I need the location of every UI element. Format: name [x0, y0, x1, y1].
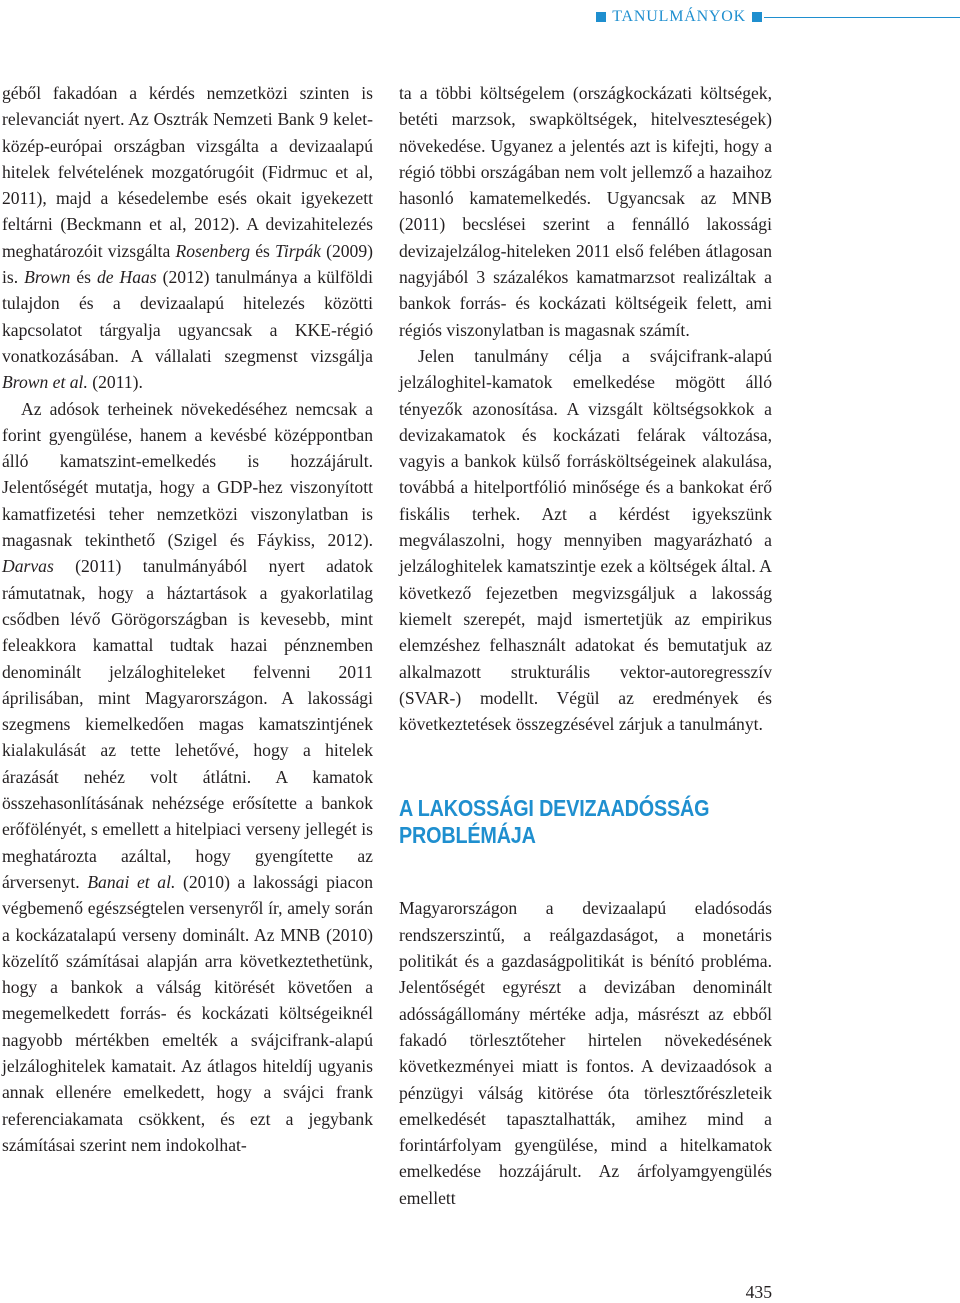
paragraph: géből fakadóan a kérdés nemzetközi szinten is relevanciát nyert. Az Osztrák Nemzeti Bank 9 kelet-közép-európai országban vizsgálta a devizaalapú hitelek felvételének mozgatórugóit (Fidrmuc et al, 2011), majd a késedelembe esés okait igyekezett feltárni (Beckmann et al, 2012). A devizahitelezés meghatározóit vizsgálta Rosenberg és Tirpák (2009) is. Brown és de Haas (2012) tanulmánya a külföldi tulajdon és a devizaalapú hitelezés közötti kapcsolatot tárgyalja ugyancsak a KKE-régió vonatkozásában. A vállalati szegmenst vizsgálja Brown et al. (2011).	[2, 83, 374, 393]
right-column	[399, 80, 772, 1211]
left-column	[2, 80, 373, 1158]
paragraph: Magyarországon a devizaalapú eladósodás rendszerszintű, a reálgazdaságot, a monetáris politikát és a gazdaságpolitikát is bénító probléma. Jelentőségét egyrészt a devizában denominált adósságállomány mértéke adja, másrészt az ebből fakadó törlesztőteher hirtelen növekedésének következményei miatt is fontos. A devizaadósok a pénzügyi válság kitörése óta törlesztőrészleteik emelkedését tapasztalhatták, amihez mind a forintárfolyam gyengülése, mind a hitelkamatok emelkedése hozzájárult. Az árfolyamgyengülés emellett	[399, 898, 772, 1208]
header-square-icon	[596, 12, 606, 22]
paragraph: ta a többi költségelem (országkockázati költségek, betéti marzsok, swapköltségek, hitelveszteségek) növekedése. Ugyanez a jelentés azt is kifejti, hogy a régió többi országában nem volt jellemző a hazaihoz hasonló kamatemelkedés. Ugyancsak az MNB (2011) becslései szerint a fennálló lakossági devizajelzálog-hiteleken 2011 első felében átlagosan nagyjából 3 százalékos kamatmarzsot realizáltak a bankok forrás- és kockázati költségeik felett, ami régiós viszonylatban is magasnak számít.	[399, 83, 772, 340]
header-rule	[764, 17, 960, 18]
running-header	[596, 6, 960, 28]
section-heading: A LAKOSSÁGI DEVIZAADÓSSÁG PROBLÉMÁJA	[399, 795, 710, 849]
section-title: TANULMÁNYOK	[612, 8, 746, 25]
paragraph: Az adósok terheinek növekedéséhez nemcsak a forint gyengülése, hanem a kevésbé középpontban álló kamatszint-emelkedés is hozzájárult. Jelentőségét mutatja, hogy a GDP-hez viszonyított kamatfizetési teher nemzetközi viszonylatban is magasnak tekinthető (Szigel és Fáykiss, 2012). Darvas (2011) tanulmányából nyert adatok rámutatnak, hogy a háztartások a gyakorlatilag csődben lévő Görögországban is kevesebb, mint feleakkora kamattal tudtak hazai pénznemben denominált jelzáloghiteleket felvenni 2011 áprilisában, mint Magyarországon. A lakossági szegmens kiemelkedően magas kamatszintjének kialakulását az tette lehetővé, hogy a hitelek árazását nehéz volt átlátni. A kamatok összehasonlításának nehézsége erősítette a bankok erőfölényét, s emellett a hitelpiaci verseny jellegét is meghatározta azáltal, hogy gyengítette az árversenyt. Banai et al. (2010) a lakossági piacon végbemenő egészségtelen versenyről ír, amely során a kockázatalapú verseny dominált. Az MNB (2010) közelítő számításai alapján arra következtethetünk, hogy a bankok a válság kitörését követően a megemelkedett forrás- és kockázati költségeiknél nagyobb mértékben emelték a svájcifrank-alapú jelzáloghitelek kamatait. Az átlagos hiteldíj ugyanis annak ellenére emelkedett, hogy a svájci frank referenciakamata csökkent, és ezt a jegybank számításai szerint nem indokolhat-	[2, 398, 374, 1155]
page-number: 435	[745, 1282, 772, 1302]
paragraph: Jelen tanulmány célja a svájcifrank-alapú jelzáloghitel-kamatok emelkedése mögött álló tényezők azonosítása. A vizsgált költségsokkok a devizakamatok és kockázati felárak változása, vagyis a bankok külső forrásköltségeinek alakulása, továbbá a hitelportfólió minősége és a bankokat érő fiskális terhek. Azt a kérdést igyekszünk megválaszolni, hogy mennyiben magyarázható a jelzáloghitelek kamatszintje ezek a költségek által. A következő fejezetben megvizsgáljuk a lakosság kiemelt szerepét, majd ismertetjük az empirikus elemzéshez felhasznált adatokat és bemutatjuk az alkalmazott strukturális vektor-autoregresszív (SVAR-) modellt. Végül az eredmények és következtetések összegzésével zárjuk a tanulmányt.	[399, 345, 772, 735]
header-square-icon	[752, 12, 762, 22]
